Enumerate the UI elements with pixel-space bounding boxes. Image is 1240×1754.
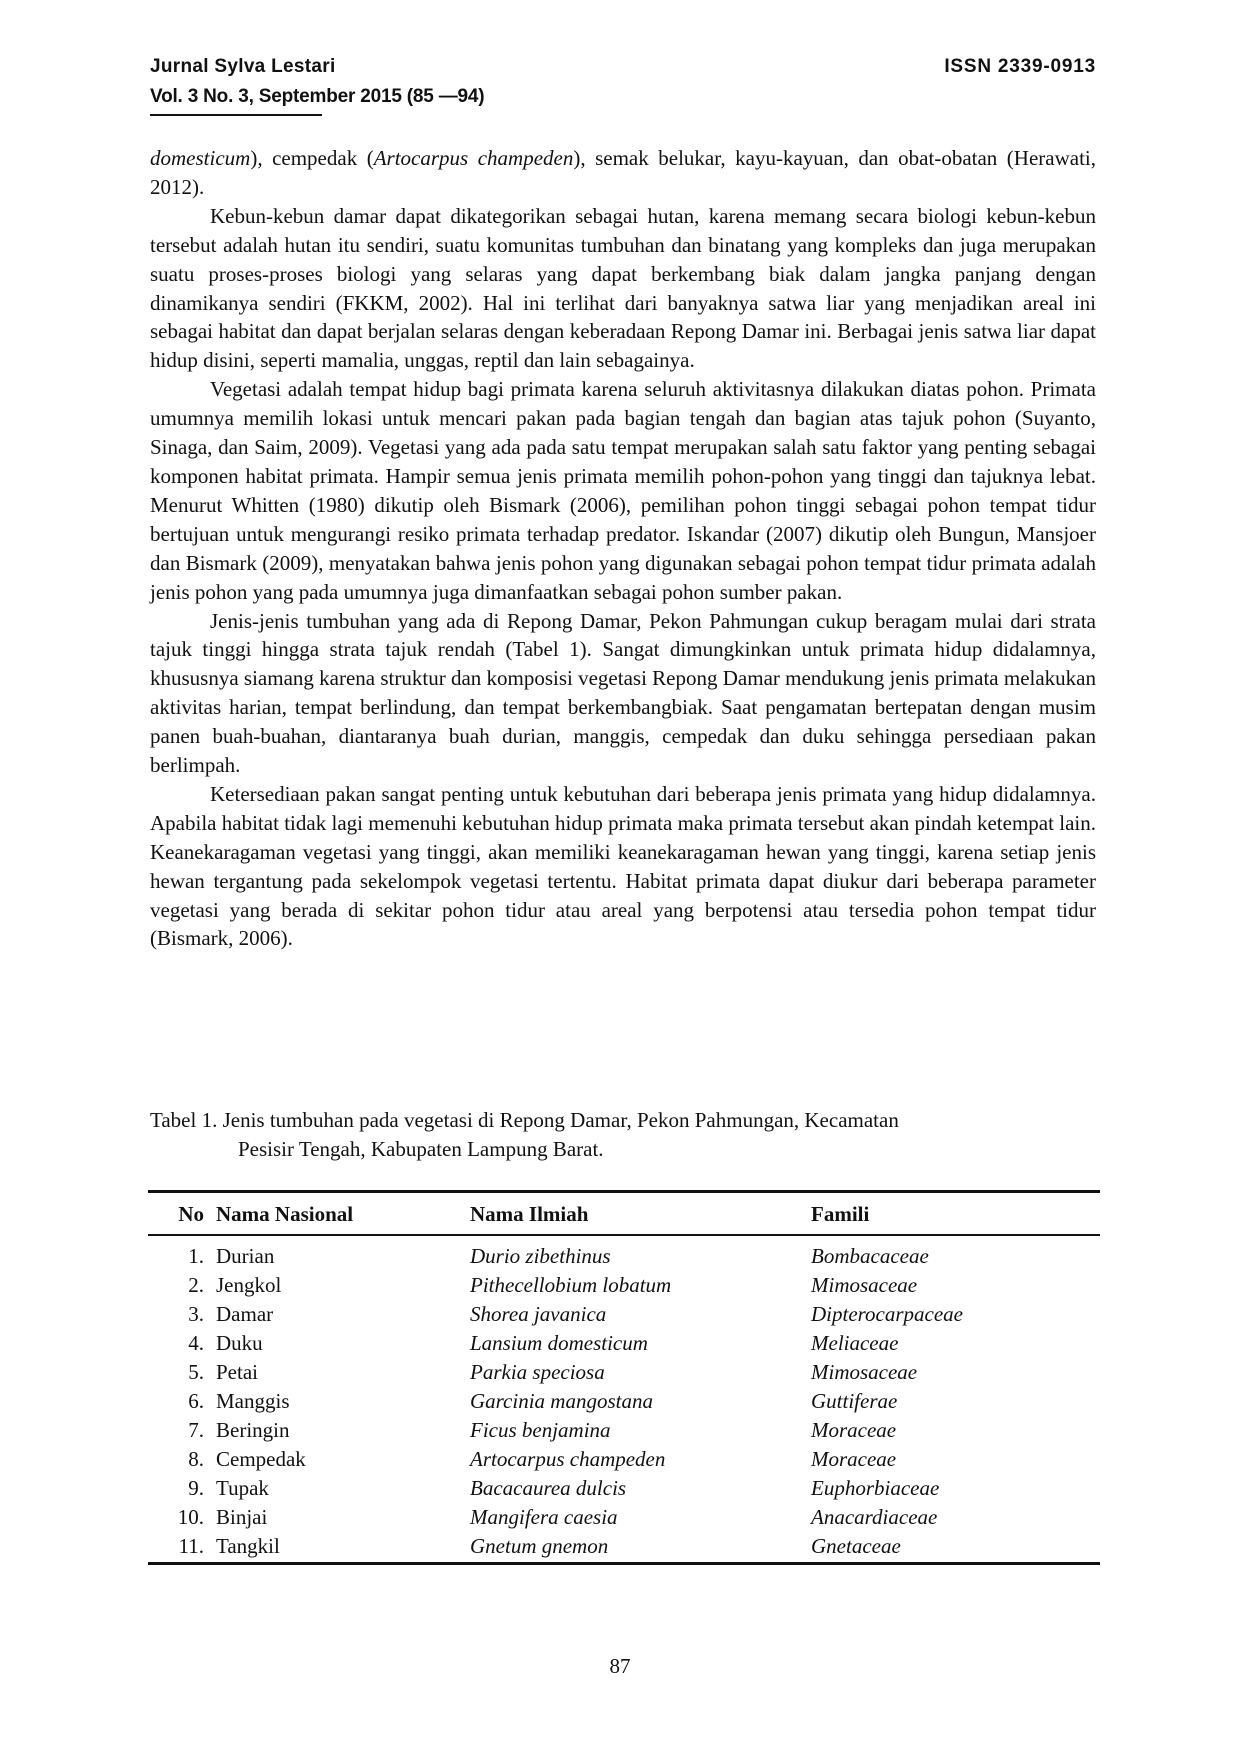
cell-nama-nasional: Tupak	[216, 1476, 269, 1500]
table-caption	[150, 1106, 1096, 1164]
table-row	[148, 1329, 1100, 1358]
table-row	[148, 1445, 1100, 1474]
paragraph-1-text-a: ), cempedak (	[250, 146, 374, 170]
cell-nama-ilmiah: Pithecellobium lobatum	[470, 1273, 672, 1297]
cell-nama-nasional: Tangkil	[216, 1532, 470, 1564]
journal-volume: Vol. 3 No. 3, September 2015 (85 —94)	[150, 86, 485, 107]
cell-famili: Mimosaceae	[811, 1273, 918, 1297]
cell-no: 9.	[188, 1476, 204, 1500]
journal-issn: ISSN 2339-0913	[944, 56, 1096, 77]
cell-no: 2.	[188, 1273, 204, 1297]
body-text	[150, 144, 1096, 953]
header-nama-ilmiah: Nama Ilmiah	[470, 1192, 811, 1236]
cell-nama-ilmiah: Shorea javanica	[470, 1302, 607, 1326]
cell-famili: Mimosaceae	[811, 1360, 918, 1384]
cell-nama-nasional: Durian	[216, 1244, 275, 1268]
table-row	[148, 1271, 1100, 1300]
journal-name: Jurnal Sylva Lestari	[150, 56, 336, 77]
cell-famili: Gnetaceae	[811, 1532, 1100, 1564]
cell-famili: Moraceae	[811, 1447, 897, 1471]
cell-famili: Euphorbiaceae	[811, 1476, 940, 1500]
table-row	[148, 1358, 1100, 1387]
paragraph-1	[150, 144, 1096, 202]
table-row	[148, 1235, 1100, 1271]
cell-nama-nasional: Jengkol	[216, 1273, 282, 1297]
paragraph-5: Ketersediaan pakan sangat penting untuk kebutuhan dari beberapa jenis primata yang hidup didalamnya. Apabila habitat tidak lagi memenuhi kebutuhan hidup primata maka primata tersebut akan pindah ketempat lain. Keanekaragaman vegetasi yang tinggi, akan memiliki keanekaragaman hewan yang tinggi, karena setiap jenis hewan tergantung pada sekelompok vegetasi tertentu. Habitat primata dapat diukur dari beberapa parameter vegetasi yang berada di sekitar pohon tidur atau areal yang berpotensi atau tersedia pohon tempat tidur (Bismark, 2006).	[150, 781, 1096, 951]
table-row	[148, 1532, 1100, 1564]
cell-nama-ilmiah: Garcinia mangostana	[470, 1389, 653, 1413]
paragraph-1-text-b: ), semak belukar, kayu-kayuan, dan obat-obatan (Herawati, 2012).	[150, 146, 1096, 199]
cell-nama-ilmiah: Lansium domesticum	[470, 1331, 648, 1355]
cell-nama-ilmiah: Gnetum gnemon	[470, 1532, 811, 1564]
cell-nama-ilmiah: Mangifera caesia	[470, 1505, 618, 1529]
cell-famili: Dipterocarpaceae	[811, 1302, 964, 1326]
cell-nama-ilmiah: Ficus benjamina	[470, 1418, 611, 1442]
paragraph-2: Kebun-kebun damar dapat dikategorikan sebagai hutan, karena memang secara biologi kebun-kebun tersebut adalah hutan itu sendiri, suatu komunitas tumbuhan dan binatang yang kompleks dan juga merupakan suatu proses-proses biologi yang selaras yang dapat berkembang biak dalam jangka panjang dengan dinamikanya sendiri (FKKM, 2002). Hal ini terlihat dari banyaknya satwa liar yang menjadikan areal ini sebagai habitat dan dapat berjalan selaras dengan keberadaan Repong Damar ini. Berbagai jenis satwa liar dapat hidup disini, seperti mamalia, unggas, reptil dan lain sebagainya.	[150, 203, 1096, 373]
header-famili: Famili	[811, 1192, 1100, 1236]
cell-nama-nasional: Beringin	[216, 1418, 290, 1442]
cell-famili: Meliaceae	[811, 1331, 899, 1355]
paragraph-4: Jenis-jenis tumbuhan yang ada di Repong Damar, Pekon Pahmungan cukup beragam mulai dari strata tajuk tinggi hingga strata tajuk rendah (Tabel 1). Sangat dimungkinkan untuk primata hidup didalamnya, khususnya siamang karena struktur dan komposisi vegetasi Repong Damar mendukung jenis primata melakukan aktivitas harian, tempat berlindung, dan tempat berkembangbiak. Saat pengamatan bertepatan dengan musim panen buah-buahan, diantaranya buah durian, manggis, cempedak dan duku sehingga persediaan pakan berlimpah.	[150, 608, 1096, 778]
table-row	[148, 1416, 1100, 1445]
table-row	[148, 1300, 1100, 1329]
cell-no: 1.	[188, 1244, 204, 1268]
cell-nama-nasional: Manggis	[216, 1389, 290, 1413]
cell-no: 4.	[188, 1331, 204, 1355]
cell-famili: Anacardiaceae	[811, 1505, 938, 1529]
table-row	[148, 1387, 1100, 1416]
cell-no: 6.	[188, 1389, 204, 1413]
cell-no: 10.	[177, 1505, 204, 1529]
table-header-row	[148, 1192, 1100, 1236]
cell-no: 11.	[148, 1532, 216, 1564]
cell-no: 5.	[188, 1360, 204, 1384]
paragraph-1-italic-b: Artocarpus champeden	[373, 146, 574, 170]
cell-nama-ilmiah: Artocarpus champeden	[470, 1447, 666, 1471]
species-table	[148, 1190, 1100, 1565]
paragraph-1-italic-a: domesticum	[150, 146, 251, 170]
cell-nama-nasional: Damar	[216, 1302, 274, 1326]
header-nama-nasional: Nama Nasional	[216, 1192, 470, 1236]
table-caption-line-2: Pesisir Tengah, Kabupaten Lampung Barat.	[238, 1137, 604, 1161]
cell-famili: Bombacaceae	[811, 1244, 929, 1268]
header-no: No	[148, 1192, 216, 1236]
cell-nama-ilmiah: Parkia speciosa	[470, 1360, 605, 1384]
cell-nama-nasional: Binjai	[216, 1505, 268, 1529]
cell-nama-nasional: Cempedak	[216, 1447, 306, 1471]
table-row	[148, 1474, 1100, 1503]
page-number: 87	[609, 1654, 631, 1678]
cell-nama-nasional: Duku	[216, 1331, 263, 1355]
table-caption-line-1: Tabel 1. Jenis tumbuhan pada vegetasi di Repong Damar, Pekon Pahmungan, Kecamatan	[150, 1108, 899, 1132]
cell-no: 8.	[188, 1447, 204, 1471]
cell-nama-nasional: Petai	[216, 1360, 258, 1384]
cell-no: 3.	[188, 1302, 204, 1326]
table-row	[148, 1503, 1100, 1532]
cell-no: 7.	[188, 1418, 204, 1442]
header-rule	[150, 114, 322, 116]
cell-nama-ilmiah: Bacacaurea dulcis	[470, 1476, 627, 1500]
cell-famili: Guttiferae	[811, 1389, 898, 1413]
cell-nama-ilmiah: Durio zibethinus	[470, 1244, 611, 1268]
cell-famili: Moraceae	[811, 1418, 897, 1442]
paragraph-3: Vegetasi adalah tempat hidup bagi primata karena seluruh aktivitasnya dilakukan diatas pohon. Primata umumnya memilih lokasi untuk mencari pakan pada bagian tengah dan bagian atas tajuk pohon (Suyanto, Sinaga, dan Saim, 2009). Vegetasi yang ada pada satu tempat merupakan salah satu faktor yang penting sebagai komponen habitat primata. Hampir semua jenis primata memilih pohon-pohon yang tinggi dan tajuknya lebat. Menurut Whitten (1980) dikutip oleh Bismark (2006), pemilihan pohon tinggi sebagai pohon tempat tidur bertujuan untuk mengurangi resiko primata terhadap predator. Iskandar (2007) dikutip oleh Bungun, Mansjoer dan Bismark (2009), menyatakan bahwa jenis pohon yang digunakan sebagai pohon tempat tidur primata adalah jenis pohon yang pada umumnya juga dimanfaatkan sebagai pohon sumber pakan.	[150, 377, 1096, 604]
